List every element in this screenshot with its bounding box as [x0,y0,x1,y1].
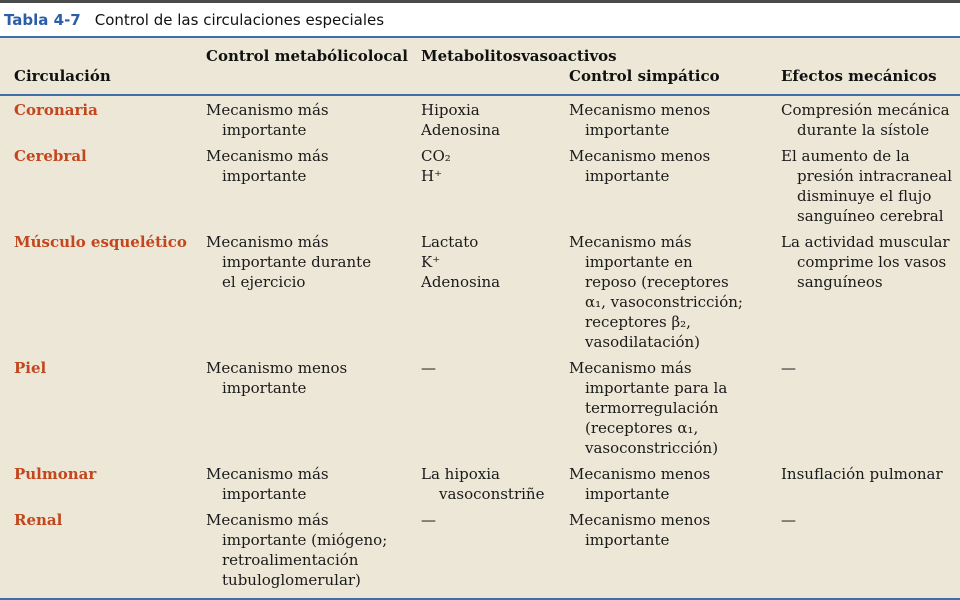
header-simpatico [569,66,720,86]
cell-line: importante (miógeno; [222,531,388,549]
cell-line: Adenosina [421,121,501,139]
row-label: Piel [14,359,47,377]
cell-metabolitos [421,358,436,378]
cell-line: La actividad muscular [781,233,950,251]
cell-line: — [781,359,796,377]
cell-metabolico [206,100,329,140]
cell-line: K⁺ [421,253,441,271]
cell-line: vasoconstriñe [439,485,545,503]
cell-line: Mecanismo menos [206,359,348,377]
top-border [0,0,960,3]
cell-line: Mecanismo menos [569,147,711,165]
header-line: Efectos mecánicos [781,67,937,85]
cell-line: Mecanismo más [206,101,329,119]
table-caption [4,8,384,32]
cell-line: El aumento de la [781,147,910,165]
header-line: Control simpático [569,67,720,85]
header-circulacion [14,66,111,86]
cell-line: Compresión mecánica [781,101,950,119]
cell-line: Mecanismo menos [569,101,711,119]
table-title: Control de las circulaciones especiales [94,11,385,29]
header-line: vasoactivos [521,47,617,65]
cell-metabolitos [421,510,436,530]
cell-line: termorregulación [585,399,719,417]
cell-line: importante [585,167,670,185]
cell-line: retroalimentación [222,551,359,569]
cell-line: Mecanismo menos [569,511,711,529]
cell-line: Hipoxia [421,101,480,119]
cell-metabolico [206,232,371,292]
cell-simpatico [569,358,727,458]
cell-line: α₁, vasoconstricción; [585,293,743,311]
cell-line: (receptores α₁, [585,419,699,437]
cell-line: receptores β₂, [585,313,691,331]
cell-line: vasoconstricción) [585,439,719,457]
cell-line: Adenosina [421,273,501,291]
cell-line: sanguíneo cerebral [797,207,944,225]
row-label: Coronaria [14,101,98,119]
cell-line: el ejercicio [222,273,306,291]
cell-metabolico [206,146,329,186]
cell-line: vasodilatación) [585,333,700,351]
cell-line: importante para la [585,379,728,397]
header-divider [0,94,960,96]
table-number: Tabla 4-7 [4,11,81,29]
cell-simpatico [569,146,710,186]
cell-mecanicos [781,510,796,530]
cell-line: Insuflación pulmonar [781,465,943,483]
cell-metabolico [206,510,387,590]
cell-line: importante [222,379,307,397]
cell-simpatico [569,464,710,504]
cell-line: importante [585,531,670,549]
cell-simpatico [569,100,710,140]
cell-line: Mecanismo más [206,511,329,529]
cell-mecanicos [781,100,950,140]
cell-metabolico [206,358,347,398]
cell-mecanicos [781,358,796,378]
row-label: Pulmonar [14,465,97,483]
cell-line: comprime los vasos [797,253,947,271]
header-line: Circulación [14,67,111,85]
cell-line: sanguíneos [797,273,883,291]
cell-line: Mecanismo más [206,233,329,251]
header-metabolico [206,46,408,66]
cell-line: CO₂ [421,147,451,165]
header-line: Control metabólico [206,47,368,65]
cell-line: importante [222,167,307,185]
cell-line: durante la sístole [797,121,930,139]
header-metabolitos [421,46,617,66]
cell-line: presión intracraneal [797,167,952,185]
cell-line: importante [585,485,670,503]
cell-line: Mecanismo más [569,233,692,251]
cell-line: Mecanismo menos [569,465,711,483]
header-mecanicos [781,66,937,86]
cell-line: importante [222,485,307,503]
cell-metabolitos [421,232,500,292]
cell-line: Mecanismo más [569,359,692,377]
cell-line: importante en [585,253,693,271]
row-label: Músculo esquelético [14,233,187,251]
cell-simpatico [569,510,710,550]
cell-line: — [781,511,796,529]
cell-metabolitos [421,100,500,140]
cell-line: Lactato [421,233,479,251]
cell-line: Mecanismo más [206,147,329,165]
cell-metabolitos [421,146,451,186]
cell-line: reposo (receptores [585,273,729,291]
cell-line: Mecanismo más [206,465,329,483]
header-line: local [367,47,408,65]
header-line: Metabolitos [421,47,522,65]
cell-line: La hipoxia [421,465,500,483]
cell-simpatico [569,232,743,352]
cell-line: tubuloglomerular) [222,571,361,589]
cell-line: H⁺ [421,167,442,185]
circulation-control-table [0,36,960,600]
cell-metabolitos [421,464,544,504]
row-label: Cerebral [14,147,87,165]
cell-line: — [421,511,436,529]
cell-mecanicos [781,464,943,484]
cell-line: importante durante [222,253,372,271]
cell-metabolico [206,464,329,504]
cell-mecanicos [781,146,952,226]
cell-line: — [421,359,436,377]
cell-line: importante [585,121,670,139]
row-label: Renal [14,511,63,529]
cell-mecanicos [781,232,950,292]
cell-line: importante [222,121,307,139]
cell-line: disminuye el flujo [797,187,932,205]
